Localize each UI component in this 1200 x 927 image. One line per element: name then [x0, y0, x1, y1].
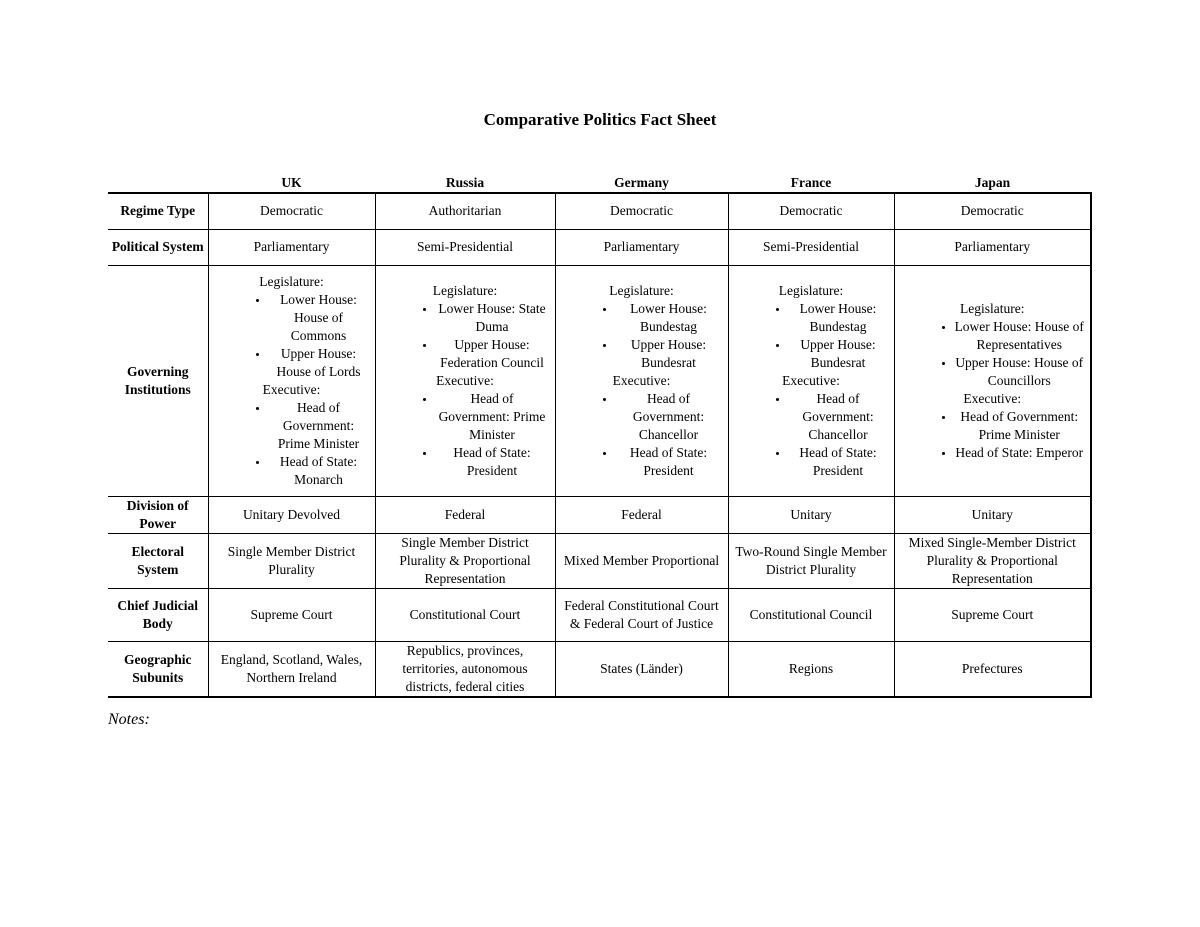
- table-cell: Parliamentary: [208, 229, 375, 265]
- table-cell: Supreme Court: [894, 588, 1091, 641]
- row-header-political-system: Political System: [108, 229, 208, 265]
- table-cell: Parliamentary: [894, 229, 1091, 265]
- list-item: • Head of Government: Prime Minister: [436, 390, 549, 444]
- column-header-japan: Japan: [974, 175, 1011, 190]
- column-header-france: France: [790, 175, 832, 190]
- table-row: [108, 496, 1091, 533]
- legislature-label: Legislature:: [259, 273, 324, 289]
- table-cell: Unitary: [728, 496, 894, 533]
- list-item: • Head of Government: Prime Minister: [269, 399, 369, 453]
- table-cell: Single Member District Plurality & Proportional Representation: [375, 533, 555, 588]
- list-item: • Lower House: House of Commons: [269, 291, 369, 345]
- table-cell: Constitutional Court: [375, 588, 555, 641]
- list-item: • Lower House: House of Representatives: [955, 318, 1085, 354]
- table-row: [108, 641, 1091, 697]
- executive-list: [215, 399, 369, 489]
- executive-list: [735, 390, 888, 480]
- list-item: • Head of State: President: [789, 444, 888, 480]
- table-cell: Federal: [375, 496, 555, 533]
- list-item: • Lower House: Bundestag: [789, 300, 888, 336]
- table-row: [108, 229, 1091, 265]
- list-item: • Upper House: Bundesrat: [789, 336, 888, 372]
- table-cell: Democratic: [208, 193, 375, 229]
- executive-label: Executive:: [963, 390, 1022, 406]
- table-cell: Two-Round Single Member District Plurality: [728, 533, 894, 588]
- legislature-list: [901, 318, 1085, 390]
- list-item: • Head of Government: Prime Minister: [955, 408, 1085, 444]
- table-cell: Single Member District Plurality: [208, 533, 375, 588]
- page-title: Comparative Politics Fact Sheet: [483, 110, 717, 129]
- column-header-germany: Germany: [614, 175, 669, 190]
- executive-label: Executive:: [436, 372, 494, 388]
- table-cell: Semi-Presidential: [375, 229, 555, 265]
- list-item: • Head of State: President: [616, 444, 722, 480]
- list-item: • Head of Government: Chancellor: [616, 390, 722, 444]
- table-cell: Supreme Court: [208, 588, 375, 641]
- row-header-electoral-system: Electoral System: [108, 533, 208, 588]
- table-cell: Democratic: [555, 193, 728, 229]
- row-header-governing-institutions: Governing Institutions: [108, 265, 208, 496]
- legislature-list: [562, 300, 722, 372]
- table-row: [108, 533, 1091, 588]
- table-cell: States (Länder): [555, 641, 728, 697]
- table-cell: Regions: [728, 641, 894, 697]
- list-item: • Lower House: Bundestag: [616, 300, 722, 336]
- row-header-chief-judicial-body: Chief Judicial Body: [108, 588, 208, 641]
- table-cell: Semi-Presidential: [728, 229, 894, 265]
- table-cell: Prefectures: [894, 641, 1091, 697]
- table-cell: Federal Constitutional Court & Federal Court of Justice: [555, 588, 728, 641]
- list-item: • Head of State: Emperor: [955, 444, 1085, 462]
- table-cell: Federal: [555, 496, 728, 533]
- governing-cell-russia: [375, 265, 555, 496]
- executive-label: Executive:: [262, 381, 321, 397]
- governing-cell-france: [728, 265, 894, 496]
- list-item: • Head of State: President: [436, 444, 549, 480]
- fact-sheet-table: [108, 172, 1092, 698]
- table-cell: Constitutional Council: [728, 588, 894, 641]
- row-header-geographic-subunits: Geographic Subunits: [108, 641, 208, 697]
- executive-label: Executive:: [612, 372, 671, 388]
- list-item: • Head of Government: Chancellor: [789, 390, 888, 444]
- table-cell: Democratic: [894, 193, 1091, 229]
- table-row: [108, 193, 1091, 229]
- list-item: • Upper House: House of Lords: [269, 345, 369, 381]
- table-cell: Mixed Member Proportional: [555, 533, 728, 588]
- row-header-regime-type: Regime Type: [108, 193, 208, 229]
- legislature-label: Legislature:: [960, 300, 1025, 316]
- executive-list: [901, 408, 1085, 462]
- legislature-list: [382, 300, 549, 372]
- table-row: [108, 588, 1091, 641]
- table-cell: Authoritarian: [375, 193, 555, 229]
- legislature-list: [215, 291, 369, 381]
- governing-cell-uk: [208, 265, 375, 496]
- list-item: • Lower House: State Duma: [436, 300, 549, 336]
- table-cell: Republics, provinces, territories, autonomous districts, federal cities: [375, 641, 555, 697]
- column-header-uk: UK: [281, 175, 302, 190]
- table-cell: Democratic: [728, 193, 894, 229]
- header-row: [108, 172, 1091, 193]
- table-cell: England, Scotland, Wales, Northern Ireland: [208, 641, 375, 697]
- table-row: [108, 265, 1091, 496]
- legislature-label: Legislature:: [609, 282, 674, 298]
- legislature-list: [735, 300, 888, 372]
- executive-list: [562, 390, 722, 480]
- table-cell: Unitary Devolved: [208, 496, 375, 533]
- executive-label: Executive:: [782, 372, 840, 388]
- legislature-label: Legislature:: [778, 282, 844, 298]
- table-cell: Parliamentary: [555, 229, 728, 265]
- row-header-division-of-power: Division of Power: [108, 496, 208, 533]
- list-item: • Head of State: Monarch: [269, 453, 369, 489]
- governing-cell-japan: [894, 265, 1091, 496]
- executive-list: [382, 390, 549, 480]
- table-cell: Unitary: [894, 496, 1091, 533]
- table-cell: Mixed Single-Member District Plurality & Proportional Representation: [894, 533, 1091, 588]
- column-header-russia: Russia: [445, 175, 485, 190]
- governing-cell-germany: [555, 265, 728, 496]
- list-item: • Upper House: Bundesrat: [616, 336, 722, 372]
- corner-cell: [108, 172, 208, 193]
- legislature-label: Legislature:: [432, 282, 498, 298]
- list-item: • Upper House: House of Councillors: [955, 354, 1085, 390]
- list-item: • Upper House: Federation Council: [436, 336, 549, 372]
- notes-label: Notes:: [108, 711, 150, 728]
